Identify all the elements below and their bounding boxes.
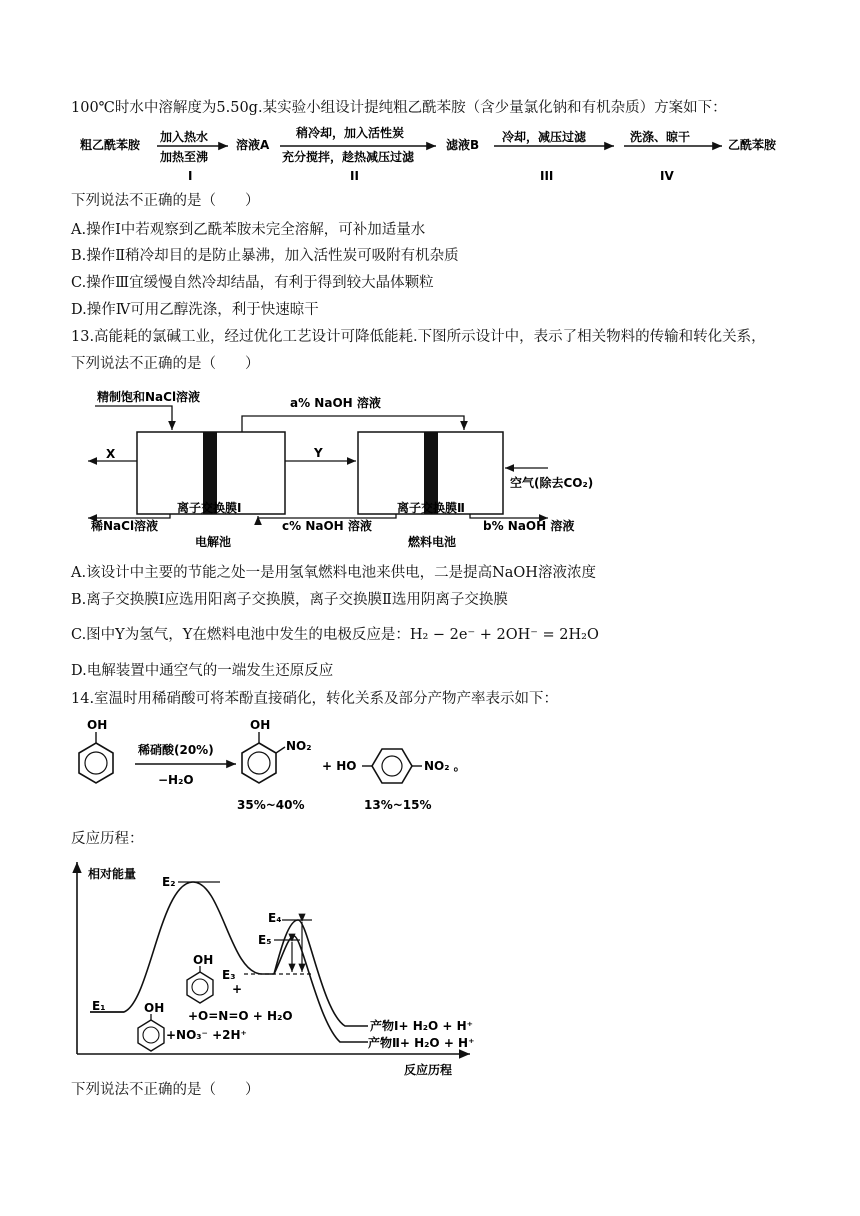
membrane1-label: 离子交换膜Ⅰ [177, 501, 242, 515]
history-label: 反应历程： [71, 831, 144, 847]
q13-option-d: D.电解装置中通空气的一端发生还原反应 [71, 663, 334, 679]
int-oh-label: OH [193, 953, 214, 967]
dilute-nacl-label: 稀NaCl溶液 [91, 519, 159, 533]
start-phenol-ring [138, 1020, 164, 1051]
q14-stem: 14.室温时用稀硝酸可将苯酚直接硝化，转化关系及部分产物产率表示如下： [71, 691, 559, 707]
x-axis-label: 反应历程 [404, 1063, 453, 1077]
feed-arrow [95, 406, 172, 430]
x-label: X [106, 447, 116, 461]
e1-label: E₁ [92, 999, 106, 1013]
minus-water-label: −H₂O [158, 773, 194, 787]
q13-option-b: B.离子交换膜Ⅰ应选用阳离子交换膜，离子交换膜Ⅱ选用阴离子交换膜 [71, 592, 508, 608]
fuel-cell-label: 燃料电池 [408, 535, 457, 549]
q13-stem-1: 13.高能耗的氯碱工业，经过优化工艺设计可降低能耗.下图所示设计中，表示了相关物料的传输和转化关系， [71, 329, 766, 345]
para-no2-label: NO₂ 。 [424, 759, 466, 773]
q12-option-b: B.操作Ⅱ稍冷却目的是防止暴沸，加入活性炭可吸附有机杂质 [71, 248, 459, 264]
membrane2-label: 离子交换膜Ⅱ [397, 501, 465, 515]
product2-label: 产物Ⅱ+ H₂O + H⁺ [368, 1036, 475, 1050]
q13-option-a: A.该设计中主要的节能之处一是用氢氧燃料电池来供电，二是提高NaOH溶液浓度 [71, 565, 596, 581]
phenol-oh-label: OH [87, 718, 108, 732]
yield-ortho: 35%~40% [237, 798, 305, 812]
int-phenol-ring [187, 972, 213, 1003]
flow-step1-top: 加入热水 [160, 130, 209, 144]
q12-option-c: C.操作Ⅲ宜缓慢自然冷却结晶，有利于得到较大晶体颗粒 [71, 275, 434, 291]
q14-stem-2: 下列说法不正确的是（ ） [71, 1082, 260, 1098]
product1-label: 产物Ⅰ+ H₂O + H⁺ [370, 1019, 473, 1033]
phenol-ring [79, 743, 113, 783]
e4-label: E₄ [268, 911, 282, 925]
q12-stem: 下列说法不正确的是（ ） [71, 193, 260, 209]
feed-label: 精制饱和NaCl溶液 [97, 390, 201, 404]
e5-label: E₅ [258, 933, 272, 947]
ortho-ring [242, 743, 276, 783]
y-axis-label: 相对能量 [88, 867, 137, 881]
para-ho-label: + HO [322, 759, 357, 773]
yield-para: 13%~15% [364, 798, 432, 812]
q13-stem-2: 下列说法不正确的是（ ） [71, 356, 260, 372]
flow-step2-top: 稍冷却，加入活性炭 [296, 126, 405, 140]
flow-mid2: 滤液B [446, 138, 480, 152]
start-oh-label: OH [144, 1001, 165, 1015]
para-ring [372, 749, 412, 783]
naoh-c-label: c% NaOH 溶液 [282, 519, 372, 533]
air-label: 空气(除去CO₂) [510, 476, 594, 490]
flow-step1-bottom: 加热至沸 [160, 150, 209, 164]
intro-line: 100℃时水中溶解度为5.50g.某实验小组设计提纯粗乙酰苯胺（含少量氯化钠和有机杂质）方案如下： [71, 100, 727, 116]
e3-label: E₃ [222, 968, 236, 982]
naoh-a-label: a% NaOH 溶液 [290, 396, 381, 410]
reagent-label: 稀硝酸(20%) [138, 743, 214, 757]
e2-label: E₂ [162, 875, 176, 889]
electrolysis-cell-label: 电解池 [195, 535, 232, 549]
flow-step2-num: II [350, 169, 359, 183]
flow-step4-top: 洗涤、晾干 [630, 130, 691, 144]
flow-step1-num: I [188, 169, 193, 183]
q13-option-c: C.图中Y为氢气，Y在燃料电池中发生的电极反应是：H₂ − 2e⁻ + 2OH⁻ = 2H₂O [71, 627, 599, 643]
ortho-oh-label: OH [250, 718, 271, 732]
q12-option-a: A.操作Ⅰ中若观察到乙酰苯胺未完全溶解，可补加适量水 [71, 222, 426, 238]
flow-step4-num: IV [660, 169, 674, 183]
int-species: +O=N=O + H₂O [188, 1009, 293, 1023]
ortho-no2-label: NO₂ [286, 739, 312, 753]
nitration-scheme [0, 712, 860, 822]
energy-curve-main [90, 882, 368, 1026]
flow-mid1: 溶液A [236, 138, 270, 152]
flow-step2-bottom: 充分搅拌，趁热减压过滤 [282, 150, 415, 164]
purification-flow-diagram [0, 124, 860, 194]
int-plus: + [232, 982, 243, 996]
q12-option-d: D.操作Ⅳ可用乙醇洗涤，利于快速晾干 [71, 302, 319, 318]
flow-start: 粗乙酰苯胺 [80, 138, 141, 152]
y-label: Y [314, 446, 323, 460]
chlor-alkali-diagram [0, 380, 860, 560]
flow-end: 乙酰苯胺 [728, 138, 777, 152]
flow-step3-top: 冷却，减压过滤 [502, 130, 587, 144]
naoh-b-label: b% NaOH 溶液 [483, 519, 575, 533]
start-species: +NO₃⁻ +2H⁺ [166, 1028, 247, 1042]
naoh-a-arrow [242, 416, 464, 432]
flow-step3-num: III [540, 169, 554, 183]
energy-profile-diagram [0, 852, 860, 1077]
